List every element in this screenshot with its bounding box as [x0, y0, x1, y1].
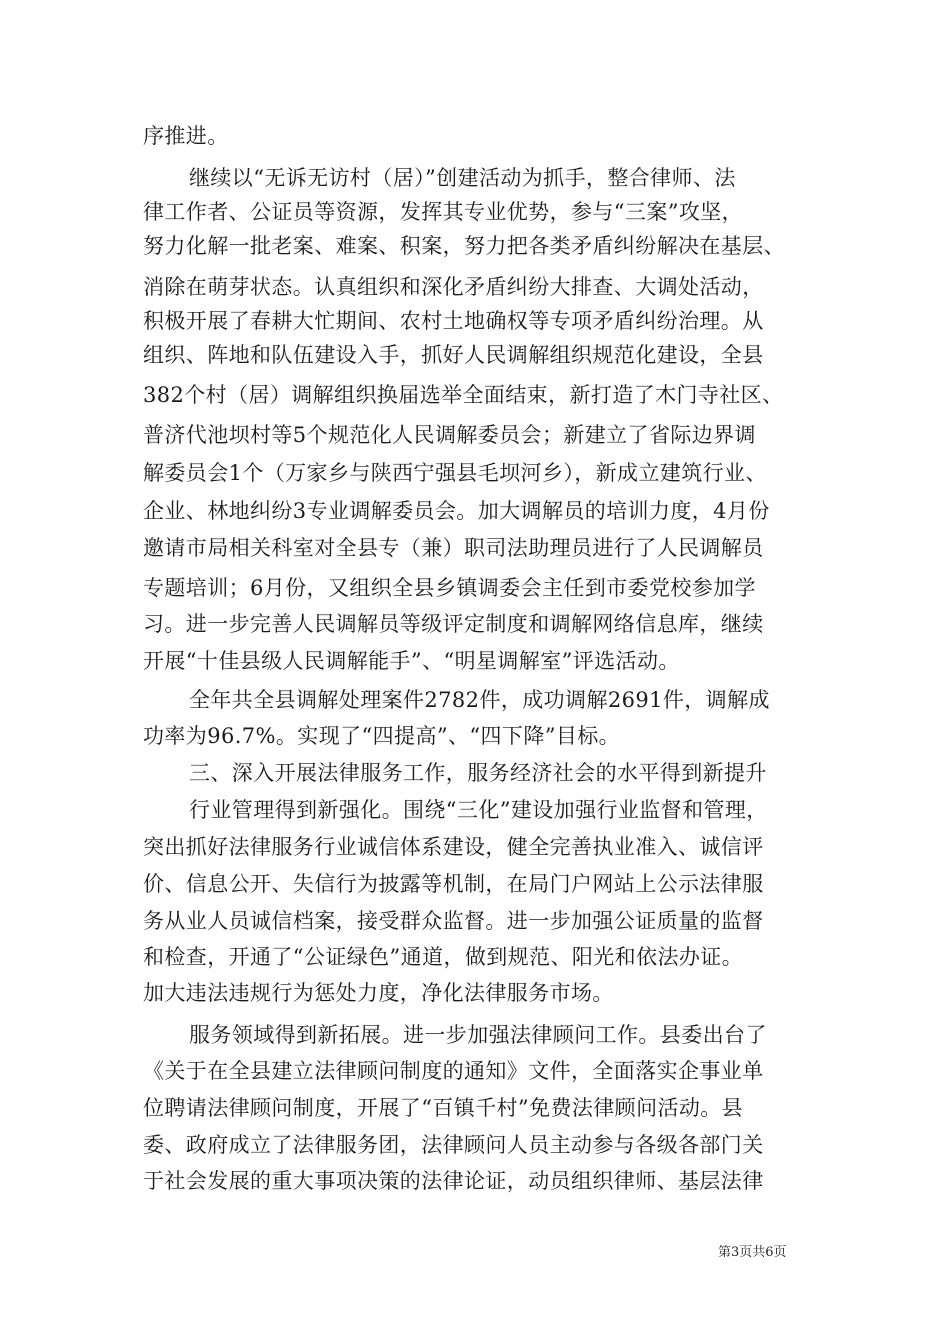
text-line: 专题培训；6月份，又组织全县乡镇调委会主任到市委党校参加学 [143, 576, 756, 600]
text-line: 于社会发展的重大事项决策的法律论证，动员组织律师、基层法律 [143, 1169, 764, 1193]
text-line: 突出抓好法律服务行业诚信体系建设，健全完善执业准入、诚信评 [143, 835, 764, 859]
text-line: 序推进。 [143, 124, 229, 148]
text-line: 企业、林地纠纷3专业调解委员会。加大调解员的培训力度，4月份 [143, 499, 770, 523]
text-line: 382个村（居）调解组织换届选举全面结束，新打造了木门寺社区、 [143, 383, 784, 407]
text-line: 普济代池坝村等5个规范化人民调解委员会；新建立了省际边界调 [143, 423, 756, 447]
text-line: 《关于在全县建立法律顾问制度的通知》文件，全面落实企事业单 [143, 1059, 764, 1083]
text-line: 委、政府成立了法律服务团，法律顾问人员主动参与各级各部门关 [143, 1133, 764, 1157]
text-line: 行业管理得到新强化。围绕“三化”建设加强行业监督和管理， [189, 798, 768, 822]
text-line: 继续以“无诉无访村（居）”创建活动为抓手，整合律师、法 [189, 166, 736, 190]
text-line: 邀请市局相关科室对全县专（兼）职司法助理员进行了人民调解员 [143, 536, 764, 560]
text-line: 全年共全县调解处理案件2782件，成功调解2691件，调解成 [189, 688, 770, 712]
section-heading: 三、深入开展法律服务工作，服务经济社会的水平得到新提升 [189, 761, 767, 785]
text-line: 加大违法违规行为惩处力度，净化法律服务市场。 [143, 981, 614, 1005]
text-line: 位聘请法律顾问制度，开展了“百镇千村”免费法律顾问活动。县 [143, 1096, 744, 1120]
text-line: 解委员会1个（万家乡与陕西宁强县毛坝河乡），新成立建筑行业、 [143, 461, 767, 485]
text-line: 功率为96.7%。实现了“四提高”、“四下降”目标。 [143, 724, 621, 748]
text-line: 消除在萌芽状态。认真组织和深化矛盾纠纷大排查、大调处活动， [143, 275, 764, 299]
text-line: 努力化解一批老案、难案、积案，努力把各类矛盾纠纷解决在基层、 [143, 234, 785, 258]
text-line: 价、信息公开、失信行为披露等机制，在局门户网站上公示法律服 [143, 872, 764, 896]
text-line: 和检查，开通了“公证绿色”通道，做到规范、阳光和依法办证。 [143, 945, 744, 969]
page-number: 第3页共6页 [718, 1245, 787, 1260]
text-line: 积极开展了春耕大忙期间、农村土地确权等专项矛盾纠纷治理。从 [143, 309, 764, 333]
text-line: 律工作者、公证员等资源，发挥其专业优势，参与“三案”攻坚， [143, 200, 744, 224]
text-line: 开展“十佳县级人民调解能手”、“明星调解室”评选活动。 [143, 649, 680, 673]
text-line: 习。进一步完善人民调解员等级评定制度和调解网络信息库，继续 [143, 612, 764, 636]
text-line: 务从业人员诚信档案，接受群众监督。进一步加强公证质量的监督 [143, 909, 764, 933]
text-line: 组织、阵地和队伍建设入手，抓好人民调解组织规范化建设，全县 [143, 343, 764, 367]
text-line: 服务领域得到新拓展。进一步加强法律顾问工作。县委出台了 [189, 1023, 767, 1047]
